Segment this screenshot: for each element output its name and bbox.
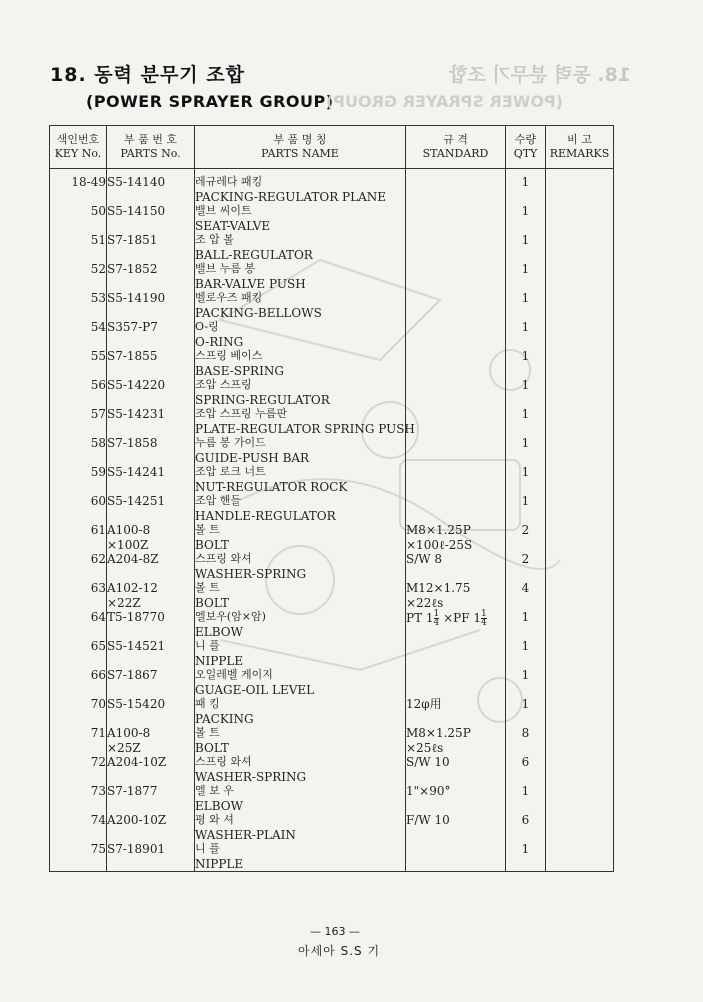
remarks-cell xyxy=(546,204,614,233)
part-no-cell: S5-14140 xyxy=(107,175,195,204)
qty-cell: 6 xyxy=(506,813,546,842)
standard-cell: S/W 10 xyxy=(406,755,506,784)
table-row xyxy=(50,407,614,436)
qty-cell: 1 xyxy=(506,233,546,262)
standard-cell: 12φ用 xyxy=(406,697,506,726)
part-no-cell: S5-14150 xyxy=(107,204,195,233)
remarks-cell xyxy=(546,639,614,668)
standard-cell xyxy=(406,668,506,697)
part-no-cell: A102-12 ×22Z xyxy=(107,581,195,610)
key-no-cell: 51 xyxy=(50,233,107,262)
part-name-cell: 스프링 와셔 WASHER-SPRING xyxy=(195,552,406,581)
part-name-cell: 엘 보 우 ELBOW xyxy=(195,784,406,813)
qty-cell: 1 xyxy=(506,639,546,668)
qty-cell: 1 xyxy=(506,465,546,494)
part-name-cell: 엘보우(암×암) ELBOW xyxy=(195,610,406,639)
key-no-cell: 18-49 xyxy=(50,175,107,204)
qty-cell: 1 xyxy=(506,784,546,813)
qty-cell: 1 xyxy=(506,407,546,436)
key-no-cell: 64 xyxy=(50,610,107,639)
page-title: 18. 동력 분무기 조합 xyxy=(50,64,245,86)
part-name-cell: 볼 트 BOLT xyxy=(195,726,406,755)
table-row xyxy=(50,697,614,726)
standard-cell xyxy=(406,320,506,349)
standard-cell xyxy=(406,465,506,494)
part-name-cell: 조 압 볼 BALL-REGULATOR xyxy=(195,233,406,262)
qty-cell: 2 xyxy=(506,552,546,581)
qty-cell: 8 xyxy=(506,726,546,755)
key-no-cell: 55 xyxy=(50,349,107,378)
remarks-cell xyxy=(546,291,614,320)
table-row xyxy=(50,813,614,842)
part-no-cell: S5-14220 xyxy=(107,378,195,407)
key-no-cell: 54 xyxy=(50,320,107,349)
standard-cell xyxy=(406,494,506,523)
part-no-cell: S7-18901 xyxy=(107,842,195,872)
parts-table xyxy=(49,125,614,872)
remarks-cell xyxy=(546,697,614,726)
part-no-cell: S7-1867 xyxy=(107,668,195,697)
part-name-cell: 조압 스프링 SPRING-REGULATOR xyxy=(195,378,406,407)
standard-cell: M8×1.25P ×25ℓs xyxy=(406,726,506,755)
qty-cell: 1 xyxy=(506,320,546,349)
standard-cell: M8×1.25P ×100ℓ-25S xyxy=(406,523,506,552)
table-row xyxy=(50,726,614,755)
bleed-through-title: 18. 동력 분무기 조합 xyxy=(449,64,631,86)
standard-cell xyxy=(406,378,506,407)
part-no-cell: S5-14241 xyxy=(107,465,195,494)
remarks-cell xyxy=(546,581,614,610)
remarks-cell xyxy=(546,175,614,204)
table-row xyxy=(50,581,614,610)
part-no-cell: S7-1855 xyxy=(107,349,195,378)
table-row xyxy=(50,233,614,262)
table-row xyxy=(50,639,614,668)
key-no-cell: 53 xyxy=(50,291,107,320)
part-name-cell: 조압 스프링 누름판 PLATE-REGULATOR SPRING PUSH xyxy=(195,407,415,436)
qty-cell: 1 xyxy=(506,175,546,204)
part-name-cell: 니 플 NIPPLE xyxy=(195,639,406,668)
part-name-cell: 볼 트 BOLT xyxy=(195,581,406,610)
table-row xyxy=(50,175,614,204)
part-name-cell: 누름 봉 가이드 GUIDE-PUSH BAR xyxy=(195,436,406,465)
standard-cell xyxy=(406,291,506,320)
remarks-cell xyxy=(546,784,614,813)
table-row xyxy=(50,436,614,465)
part-no-cell: S7-1877 xyxy=(107,784,195,813)
qty-cell: 2 xyxy=(506,523,546,552)
qty-cell: 1 xyxy=(506,262,546,291)
part-name-cell: 밸브 누름 봉 BAR-VALVE PUSH xyxy=(195,262,406,291)
table-header-row xyxy=(50,126,614,169)
key-no-cell: 74 xyxy=(50,813,107,842)
qty-cell: 1 xyxy=(506,697,546,726)
part-no-cell: A100-8 ×100Z xyxy=(107,523,195,552)
part-name-cell: 니 플 NIPPLE xyxy=(195,842,406,872)
page-number: — 163 — xyxy=(310,925,360,938)
part-no-cell: T5-18770 xyxy=(107,610,195,639)
remarks-cell xyxy=(546,813,614,842)
table-row xyxy=(50,668,614,697)
key-no-cell: 56 xyxy=(50,378,107,407)
table-row xyxy=(50,320,614,349)
qty-cell: 6 xyxy=(506,755,546,784)
key-no-cell: 75 xyxy=(50,842,107,872)
table-row xyxy=(50,784,614,813)
part-no-cell: S357-P7 xyxy=(107,320,195,349)
key-no-cell: 61 xyxy=(50,523,107,552)
standard-cell xyxy=(406,175,506,204)
part-no-cell: S7-1852 xyxy=(107,262,195,291)
qty-cell: 1 xyxy=(506,436,546,465)
part-no-cell: A204-10Z xyxy=(107,755,195,784)
part-no-cell: A100-8 ×25Z xyxy=(107,726,195,755)
standard-cell xyxy=(406,436,506,465)
table-row xyxy=(50,755,614,784)
remarks-cell xyxy=(546,436,614,465)
table-row xyxy=(50,378,614,407)
remarks-cell xyxy=(546,668,614,697)
standard-cell xyxy=(406,639,506,668)
remarks-cell xyxy=(546,726,614,755)
standard-cell xyxy=(406,262,506,291)
table-row xyxy=(50,552,614,581)
key-no-cell: 63 xyxy=(50,581,107,610)
table-row xyxy=(50,349,614,378)
page-subtitle: (POWER SPRAYER GROUP) xyxy=(86,92,334,111)
key-no-cell: 59 xyxy=(50,465,107,494)
standard-cell xyxy=(406,842,506,872)
remarks-cell xyxy=(546,494,614,523)
key-no-cell: 50 xyxy=(50,204,107,233)
remarks-cell xyxy=(546,552,614,581)
key-no-cell: 72 xyxy=(50,755,107,784)
remarks-cell xyxy=(546,320,614,349)
qty-cell: 4 xyxy=(506,581,546,610)
part-no-cell: S5-15420 xyxy=(107,697,195,726)
col-part-header: 부 품 번 호 PARTS No. xyxy=(107,126,195,169)
qty-cell: 1 xyxy=(506,668,546,697)
qty-cell: 1 xyxy=(506,204,546,233)
key-no-cell: 65 xyxy=(50,639,107,668)
remarks-cell xyxy=(546,755,614,784)
standard-cell: F/W 10 xyxy=(406,813,506,842)
table-row xyxy=(50,204,614,233)
table-row xyxy=(50,494,614,523)
part-name-cell: 평 와 셔 WASHER-PLAIN xyxy=(195,813,406,842)
bleed-through-subtitle: (POWER SPRAYER GROUP) xyxy=(325,92,563,111)
part-no-cell: S5-14521 xyxy=(107,639,195,668)
key-no-cell: 73 xyxy=(50,784,107,813)
table-row xyxy=(50,291,614,320)
table-row xyxy=(50,523,614,552)
part-no-cell: A200-10Z xyxy=(107,813,195,842)
part-no-cell: S5-14251 xyxy=(107,494,195,523)
col-qty-header: 수량 QTY xyxy=(506,126,546,169)
part-name-cell: 오일레벨 게이지 GUAGE-OIL LEVEL xyxy=(195,668,406,697)
table-row xyxy=(50,610,614,639)
key-no-cell: 52 xyxy=(50,262,107,291)
standard-cell xyxy=(406,349,506,378)
standard-cell xyxy=(406,204,506,233)
standard-cell xyxy=(406,407,506,436)
part-name-cell: 레규레다 패킹 PACKING-REGULATOR PLANE xyxy=(195,175,406,204)
table-row xyxy=(50,842,614,872)
qty-cell: 1 xyxy=(506,378,546,407)
standard-cell: 1"×90° xyxy=(406,784,506,813)
key-no-cell: 71 xyxy=(50,726,107,755)
part-name-cell: 볼 트 BOLT xyxy=(195,523,406,552)
qty-cell: 1 xyxy=(506,494,546,523)
qty-cell: 1 xyxy=(506,291,546,320)
key-no-cell: 57 xyxy=(50,407,107,436)
part-no-cell: S7-1858 xyxy=(107,436,195,465)
key-no-cell: 60 xyxy=(50,494,107,523)
standard-fraction: PT 1 $\frac{1}{4}$ ×PF 1 $\frac{1}{4}$ xyxy=(406,609,487,628)
part-name-cell: 스프링 베이스 BASE-SPRING xyxy=(195,349,406,378)
part-name-cell: O-링 O-RING xyxy=(195,320,406,349)
key-no-cell: 58 xyxy=(50,436,107,465)
part-no-cell: A204-8Z xyxy=(107,552,195,581)
col-name-header: 부 품 명 칭 PARTS NAME xyxy=(195,126,406,169)
part-no-cell: S7-1851 xyxy=(107,233,195,262)
remarks-cell xyxy=(546,842,614,872)
part-name-cell: 밸브 씨이트 SEAT-VALVE xyxy=(195,204,406,233)
standard-cell: S/W 8 xyxy=(406,552,506,581)
remarks-cell xyxy=(546,378,614,407)
part-no-cell: S5-14231 xyxy=(107,407,195,436)
part-name-cell: 패 킹 PACKING xyxy=(195,697,406,726)
standard-cell xyxy=(406,233,506,262)
qty-cell: 1 xyxy=(506,842,546,872)
part-name-cell: 스프링 와셔 WASHER-SPRING xyxy=(195,755,406,784)
col-standard-header: 규 격 STANDARD xyxy=(406,126,506,169)
remarks-cell xyxy=(546,523,614,552)
qty-cell: 1 xyxy=(506,610,546,639)
part-no-cell: S5-14190 xyxy=(107,291,195,320)
standard-cell: M12×1.75 ×22ℓs xyxy=(406,581,506,610)
key-no-cell: 62 xyxy=(50,552,107,581)
company-name: 아세아 S.S 기 xyxy=(298,944,381,958)
key-no-cell: 66 xyxy=(50,668,107,697)
remarks-cell xyxy=(546,407,614,436)
part-name-cell: 조압 로크 너트 NUT-REGULATOR ROCK xyxy=(195,465,406,494)
remarks-cell xyxy=(546,465,614,494)
remarks-cell xyxy=(546,233,614,262)
part-name-cell: 벨로우즈 패킹 PACKING-BELLOWS xyxy=(195,291,406,320)
remarks-cell xyxy=(546,262,614,291)
remarks-cell xyxy=(546,610,614,639)
standard-cell xyxy=(406,610,506,639)
key-no-cell: 70 xyxy=(50,697,107,726)
col-remarks-header: 비 고 REMARKS xyxy=(546,126,614,169)
remarks-cell xyxy=(546,349,614,378)
table-row xyxy=(50,262,614,291)
part-name-cell: 조압 핸들 HANDLE-REGULATOR xyxy=(195,494,406,523)
col-key-header: 색인번호 KEY No. xyxy=(50,126,107,169)
qty-cell: 1 xyxy=(506,349,546,378)
table-row xyxy=(50,465,614,494)
